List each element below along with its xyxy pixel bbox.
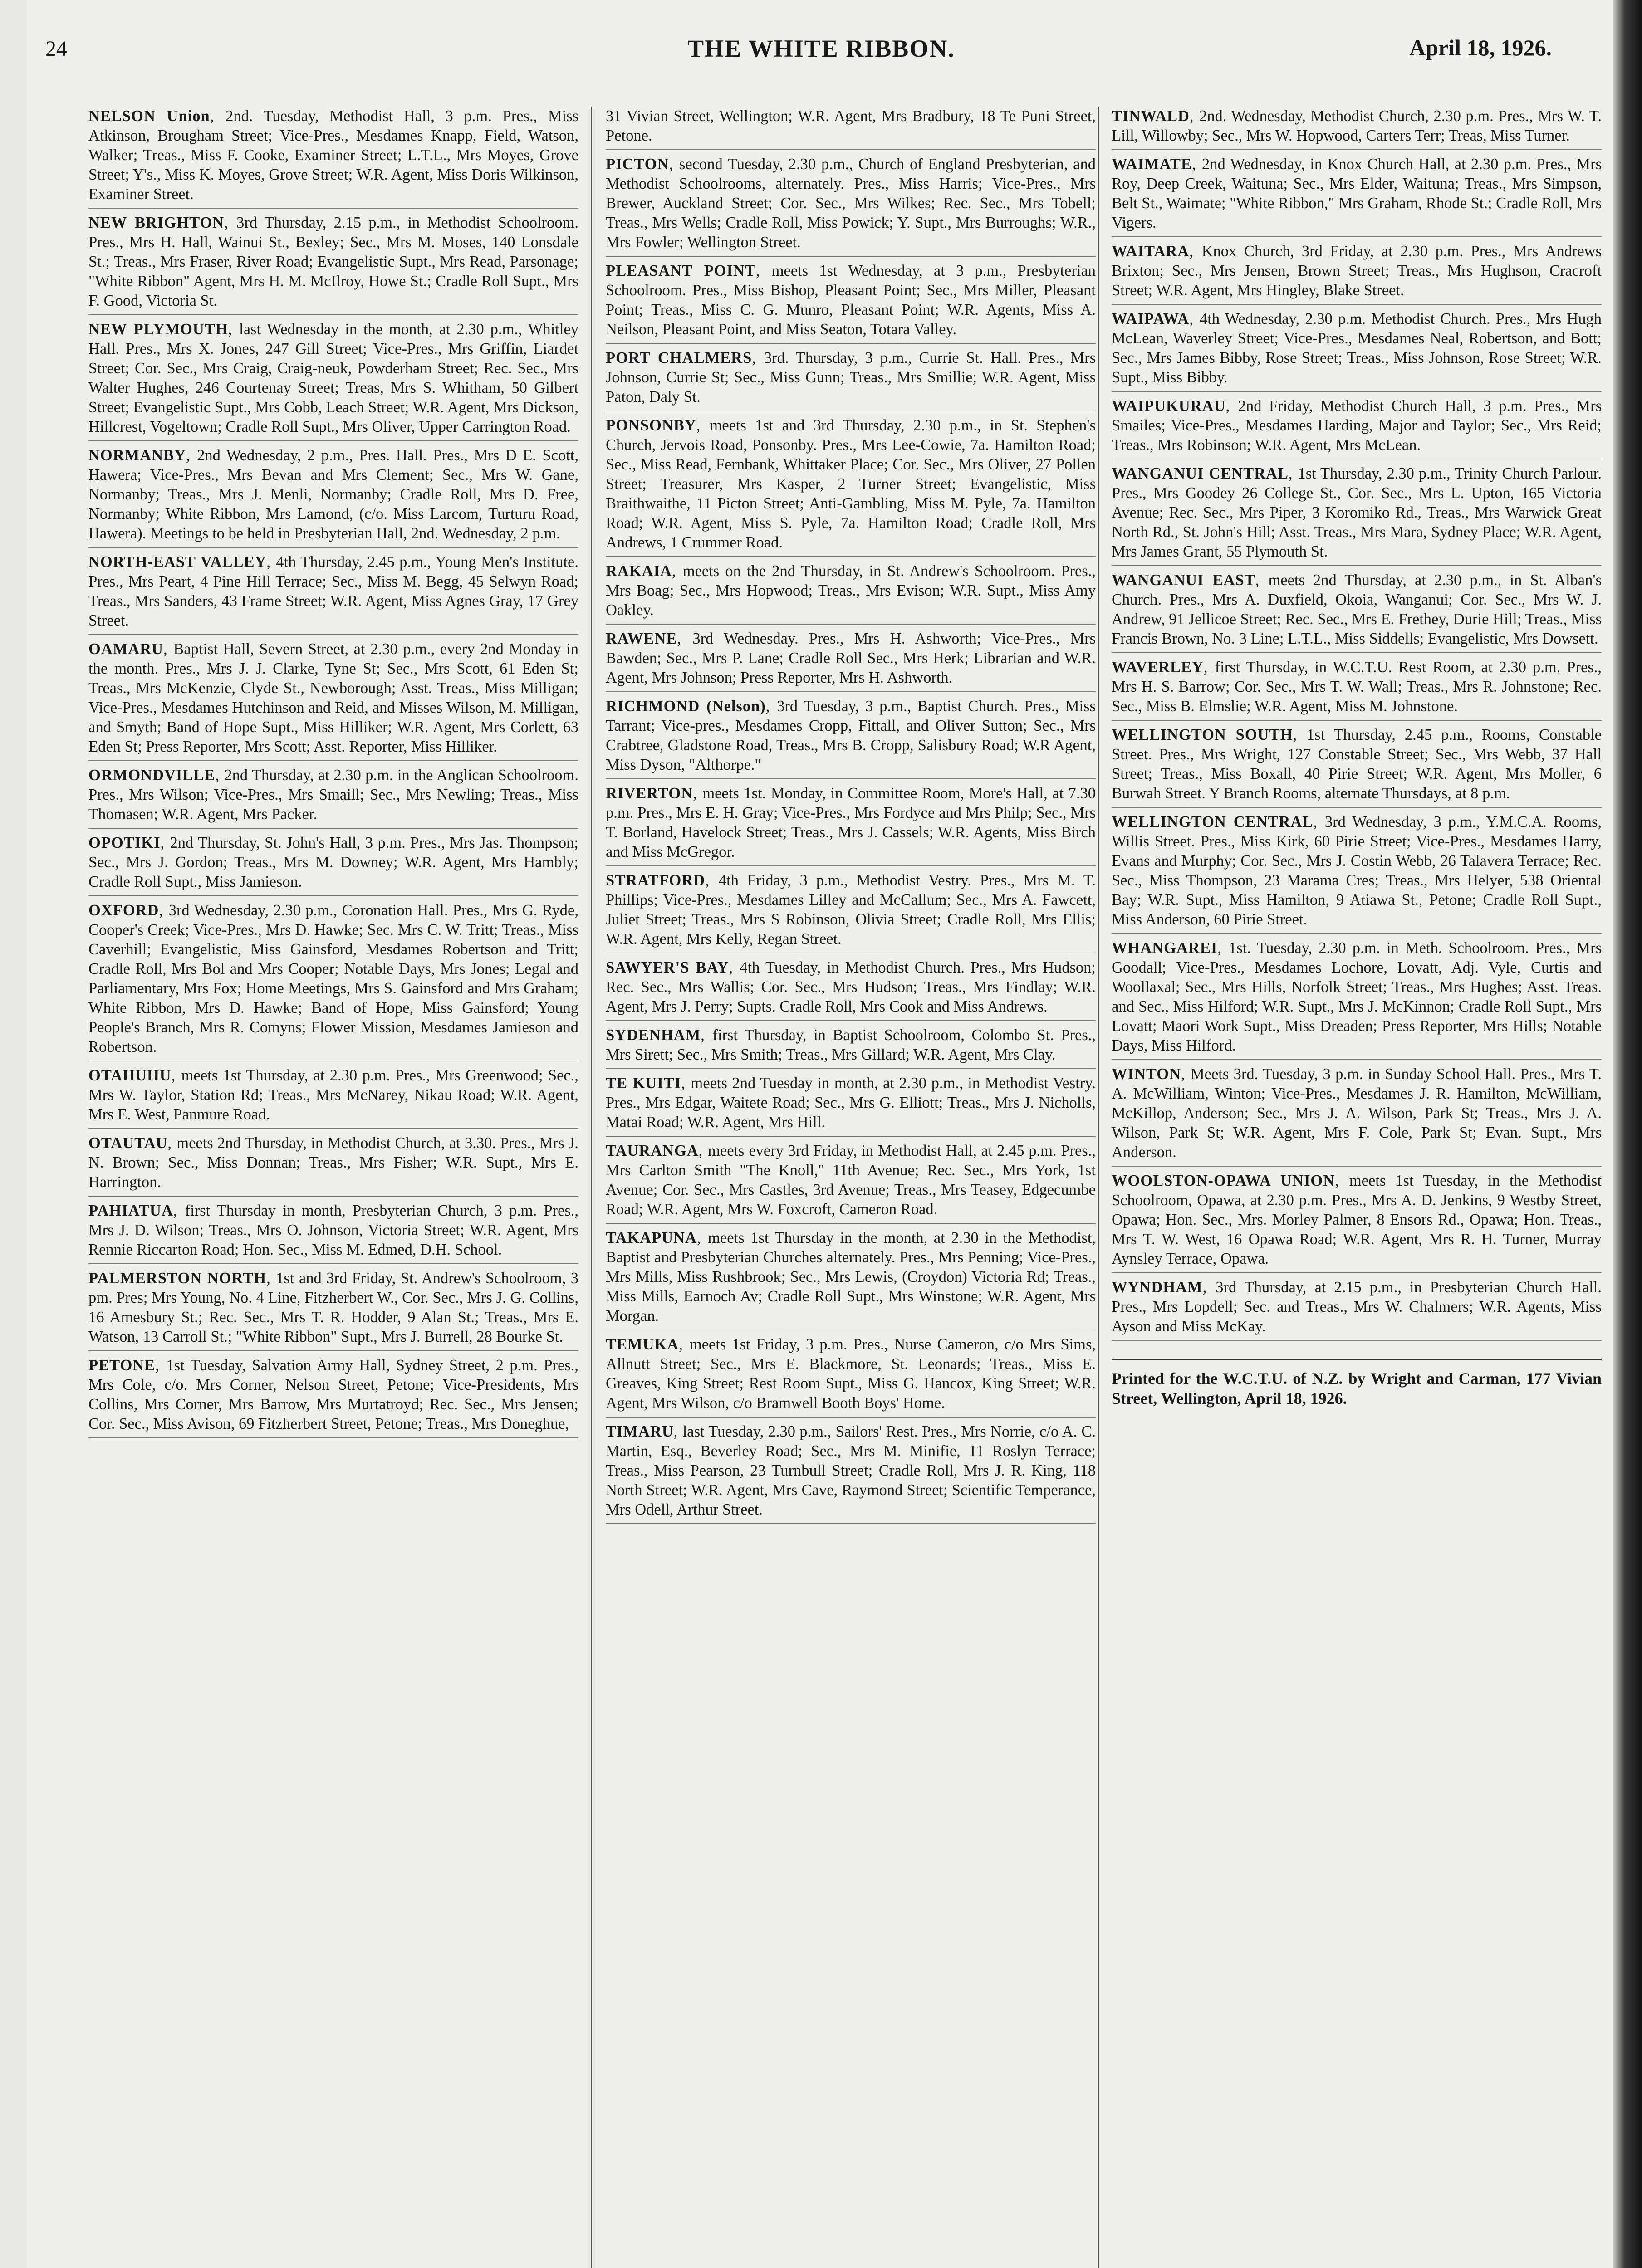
union-name: WAVERLEY , xyxy=(1112,659,1215,676)
union-entry xyxy=(606,1141,1096,1224)
union-name: PALMERSTON NORTH , xyxy=(88,1270,276,1287)
union-details: meets on the 2nd Thursday, in St. Andrew's Schoolroom. Pres., Mrs Boag; Sec., Mrs Hopwood; Treas., Mrs Evison; W.R. Supt., Miss Amy Oakley. xyxy=(606,562,1096,619)
union-details: meets 1st Wednesday, at 3 p.m., Presbyterian Schoolroom. Pres., Miss Bishop, Pleasant Point; Sec., Mrs Miller, Pleasant Point; Treas., Miss C. G. Munro, Pleasant Point; W.R. Agents, Miss A. Neilson, Pleasant Point, and Miss Seaton, Totara Valley. xyxy=(606,262,1096,338)
union-name: OTAHUHU , xyxy=(88,1067,181,1084)
union-name: TIMARU , xyxy=(606,1423,683,1440)
union-entry xyxy=(88,1356,578,1438)
union-details: meets 2nd Thursday, at 2.30 p.m., in St. Alban's Church. Pres., Mrs A. Duxfield, Okoia, Wanganui; Cor. Sec., Mrs W. J. Andrew, 91 Jellicoe Street; Rec. Sec., Mrs E. Frethey, Durie Hill; Treas., Miss Francis Brown, No. 3 Line; L.T.L., Miss Siddells; Evangelistic, Mrs Dowsett. xyxy=(1112,572,1602,647)
union-entry xyxy=(88,552,578,635)
union-entry xyxy=(1112,396,1602,459)
union-entry xyxy=(606,562,1096,625)
page-edge-shadow xyxy=(1613,0,1642,2268)
union-name: WAITARA , xyxy=(1112,243,1202,260)
union-name: STRATFORD , xyxy=(606,872,719,889)
union-entry xyxy=(88,320,578,441)
column-3 xyxy=(1112,107,1602,2268)
union-name: PORT CHALMERS , xyxy=(606,349,764,367)
union-entry xyxy=(88,446,578,548)
union-details: 3rd Wednesday. Pres., Mrs H. Ashworth; Vice-Pres., Mrs Bawden; Sec., Mrs P. Lane; Cradle Roll Sec., Mrs Herk; Librarian and W.R. Agent, Mrs Johnson; Press Reporter, Mrs H. Ashworth. xyxy=(606,630,1096,686)
union-name: WOOLSTON-OPAWA UNION , xyxy=(1112,1172,1349,1189)
union-details: meets 1st Thursday, at 2.30 p.m. Pres., Mrs Greenwood; Sec., Mrs W. Taylor, Station Rd; Treas., Mrs McNarey, Nikau Road; W.R. Agent, Mrs E. West, Panmure Road. xyxy=(88,1067,578,1123)
union-name: WHANGAREI , xyxy=(1112,939,1229,957)
union-entry xyxy=(606,348,1096,411)
column-rule xyxy=(1098,107,1099,2268)
union-details: last Tuesday, 2.30 p.m., Sailors' Rest. Pres., Mrs Norrie, c/o A. C. Martin, Esq., Beverley Road; Sec., Mrs M. Minifie, 11 Roslyn Terrace; Treas., Miss Pearson, 23 Turnbull Street; Cradle Roll, Mrs J. R. King, 118 North Street; W.R. Agent, Mrs Cave, Raymond Street; Scientific Temperance, Mrs Odell, Arthur Street. xyxy=(606,1423,1096,1518)
union-entry xyxy=(1112,464,1602,566)
union-details: first Thursday, in Baptist Schoolroom, Colombo St. Pres., Mrs Sirett; Sec., Mrs Smith; Treas., Mrs Gillard; W.R. Agent, Mrs Clay. xyxy=(606,1026,1096,1063)
union-name: TINWALD , xyxy=(1112,108,1199,125)
union-details: meets 1st and 3rd Thursday, 2.30 p.m., in St. Stephen's Church, Jervois Road, Ponsonby. Pres., Mrs Lee-Cowie, 7a. Hamilton Road; Sec., Miss Read, Fernbank, Whittaker Place; Cor. Sec., Mrs Oliver, 27 Pollen Street; Treasurer, Mrs Kasper, 2 Turner Street; Evangelistic, Miss Braithwaithe, 11 Picton Street; Anti-Gambling, Miss M. Pyle, 7a. Hamilton Road; W.R. Agent, Miss S. Pyle, 7a. Hamilton Road; Cradle Roll, Mrs Andrews, 1 Crummer Road. xyxy=(606,417,1096,551)
union-entry xyxy=(1112,658,1602,721)
union-details: meets 1st Tuesday, in the Methodist Schoolroom, Opawa, at 2.30 p.m. Pres., Mrs A. D. Jenkins, 9 Westby Street, Opawa; Hon. Sec., Mrs. Morley Palmer, 8 Ensors Rd., Opawa; Hon. Treas., Mrs T. W. West, 16 Opawa Road; W.R. Agent, Mrs R. H. Turner, Murray Aynsley Terrace, Opawa. xyxy=(1112,1172,1602,1267)
union-details: 4th Friday, 3 p.m., Methodist Vestry. Pres., Mrs M. T. Phillips; Vice-Pres., Mesdames Lilley and McCallum; Sec., Mrs A. Fawcett, Juliet Street; Treas., Mrs S Robinson, Olivia Street; Cradle Roll, Mrs Ellis; W.R. Agent, Mrs Kelly, Regan Street. xyxy=(606,872,1096,948)
union-details: 2nd Thursday, St. John's Hall, 3 p.m. Pres., Mrs Jas. Thompson; Sec., Mrs J. Gordon; Treas., Mrs M. Downey; W.R. Agent, Mrs Hambly; Cradle Roll Supt., Miss Jamieson. xyxy=(88,834,578,890)
union-entry xyxy=(1112,309,1602,392)
union-details: 1st Tuesday, Salvation Army Hall, Sydney Street, 2 p.m. Pres., Mrs Cole, c/o. Mrs Corner, Nelson Street, Petone; Vice-Presidents, Mrs Collins, Mrs Corner, Mrs Barrow, Mrs Murtatroyd; Rec. Sec., Mrs Jensen; Cor. Sec., Miss Avison, 69 Fitzherbert Street, Petone; Treas., Mrs Doneghue, xyxy=(88,1357,578,1432)
union-name: WELLINGTON SOUTH , xyxy=(1112,726,1307,743)
union-entry xyxy=(1112,155,1602,237)
column-1 xyxy=(88,107,578,2268)
union-entry xyxy=(606,697,1096,779)
union-name: NORMANBY , xyxy=(88,447,197,464)
page-header xyxy=(27,32,1615,77)
union-entry xyxy=(88,1134,578,1197)
union-details: 3rd Wednesday, 3 p.m., Y.M.C.A. Rooms, Willis Street. Pres., Miss Kirk, 60 Pirie Street; Vice-Pres., Mesdames Harry, Evans and Murphy; Cor. Sec., Mrs J. Costin Webb, 26 Talavera Terrace; Rec. Sec., Miss Thompson, 23 Marama Cres; Treas., Mrs Helyer, 538 Oriental Bay; W.R. Supt., Miss Hamilton, 9 Atiawa St., Petone; Cradle Roll Supt., Miss Anderson, 60 Pirie Street. xyxy=(1112,813,1602,928)
union-details: 2nd Friday, Methodist Church Hall, 3 p.m. Pres., Mrs Smailes; Vice-Pres., Mesdames Harding, Major and Taylor; Sec., Mrs Reid; Treas., Mrs Robinson; W.R. Agent, Mrs McLean. xyxy=(1112,397,1602,454)
union-details: 1st. Tuesday, 2.30 p.m. in Meth. Schoolroom. Pres., Mrs Goodall; Vice-Pres., Mesdames Lochore, Lovatt, Adj. Vyle, Curtis and Woollaxal; Sec., Mrs Hills, Norfolk Street; Treas., Mrs Hughes; Asst. Treas. and Sec., Miss Hilford; W.R. Supt., Mrs J. McKinnon; Cradle Roll Supt., Mrs Lovatt; Maori Work Supt., Miss Dreaden; Press Reporter, Mrs Hills; Notable Days, Miss Hilford. xyxy=(1112,939,1602,1054)
union-details: 3rd Thursday, at 2.15 p.m., in Presbyterian Church Hall. Pres., Mrs Lopdell; Sec. and Treas., Mrs W. Chalmers; W.R. Agents, Miss Ayson and Miss McKay. xyxy=(1112,1279,1602,1335)
union-entry xyxy=(606,629,1096,692)
union-details: 3rd Tuesday, 3 p.m., Baptist Church. Pres., Miss Tarrant; Vice-pres., Mesdames Cropp, Fittall, and Oliver Sutton; Sec., Mrs Crabtree, Gladstone Road, Treas., Mrs B. Cropp, Salisbury Road; W.R Agent, Miss Dyson, "Althorpe." xyxy=(606,698,1096,773)
union-name: PAHIATUA , xyxy=(88,1202,185,1219)
union-name: PLEASANT POINT , xyxy=(606,262,772,279)
union-entry xyxy=(606,261,1096,344)
union-name: PETONE , xyxy=(88,1357,166,1374)
union-name: TAKAPUNA , xyxy=(606,1229,708,1246)
union-entry xyxy=(1112,571,1602,653)
union-entry xyxy=(1112,812,1602,934)
union-name: RAKAIA , xyxy=(606,562,683,580)
union-details: 3rd Thursday, 2.15 p.m., in Methodist Schoolroom. Pres., Mrs H. Hall, Wainui St., Bexley; Sec., Mrs M. Moses, 140 Lonsdale St.; Treas., Mrs Fraser, River Road; Evangelistic Supt., Mrs Read, Parsonage; "White Ribbon" Agent, Mrs H. M. McIlroy, Howe St.; Cradle Roll Supt., Mrs F. Good, Victoria St. xyxy=(88,214,578,309)
union-details: 1st and 3rd Friday, St. Andrew's Schoolroom, 3 pm. Pres; Mrs Young, No. 4 Line, Fitzherbert W., Cor. Sec., Mrs J. G. Collins, 16 Amesbury St.; Rec. Sec., Mrs T. R. Hodder, 9 Alan St.; Treas., Mrs E. Watson, 13 Carroll St.; "White Ribbon" Supt., Mrs J. Burrell, 28 Bourke St. xyxy=(88,1270,578,1345)
union-entry xyxy=(606,958,1096,1021)
union-details: 2nd Thursday, at 2.30 p.m. in the Anglican Schoolroom. Pres., Mrs Wilson; Vice-Pres., Mrs Smaill; Sec., Mrs Newling; Treas., Miss Thomasen; W.R. Agent, Mrs Packer. xyxy=(88,767,578,823)
page-number: 24 xyxy=(45,37,67,61)
publication-title: THE WHITE RIBBON. xyxy=(687,35,955,62)
union-entry xyxy=(1112,1065,1602,1167)
union-details: Meets 3rd. Tuesday, 3 p.m. in Sunday School Hall. Pres., Mrs T. A. McWilliam, Winton; Vice-Pres., Mesdames J. R. Hamilton, McWilliam, McKillop, Anderson; Sec., Mrs J. A. Wilson, Park St; Treas., Mrs J. A. Wilson, Park St; W.R. Agent, Mrs F. Cole, Park St; Evan. Supt., Mrs Anderson. xyxy=(1112,1066,1602,1161)
union-name: NORTH-EAST VALLEY , xyxy=(88,553,276,571)
issue-date: April 18, 1926. xyxy=(1409,35,1552,60)
union-details: second Tuesday, 2.30 p.m., Church of England Presbyterian, and Methodist Schoolrooms, alternately. Pres., Miss Harris; Vice-Pres., Mrs Brewer, Auckland Street; Cor. Sec., Mrs Wilkes; Rec. Sec., Mrs Tobell; Treas., Mrs Wells; Cradle Roll, Miss Powick; Y. Supt., Mrs Burroughs; W.R., Mrs Fowler; Wellington Street. xyxy=(606,156,1096,251)
union-name: RIVERTON , xyxy=(606,785,702,802)
union-name: NEW BRIGHTON , xyxy=(88,214,236,231)
union-name: OTAUTAU , xyxy=(88,1134,176,1152)
union-name: RICHMOND (Nelson) , xyxy=(606,698,777,715)
union-entry xyxy=(606,1335,1096,1418)
union-details: 2nd. Wednesday, Methodist Church, 2.30 p.m. Pres., Mrs W. T. Lill, Willowby; Sec., Mrs W. Hopwood, Carters Terr; Treas, Miss Turner. xyxy=(1112,108,1602,144)
union-entry xyxy=(606,416,1096,557)
union-entry xyxy=(606,1074,1096,1137)
union-entry xyxy=(1112,1171,1602,1273)
union-details: Knox Church, 3rd Friday, at 2.30 p.m. Pres., Mrs Andrews Brixton; Sec., Mrs Jensen, Brown Street; Treas., Mrs Hughson, Cracroft Street; W.R. Agent, Mrs Hingley, Blake Street. xyxy=(1112,243,1602,299)
union-name: WANGANUI EAST , xyxy=(1112,572,1268,589)
union-details: 1st Thursday, 2.45 p.m., Rooms, Constable Street. Pres., Mrs Wright, 127 Constable Street; Sec., Mrs Webb, 37 Hall Street; Treas., Miss Boxall, 40 Pirie Street; W.R. Agent, Mrs Moller, 6 Burwah Street. Y Branch Rooms, alternate Thursdays, at 8 p.m. xyxy=(1112,726,1602,802)
union-name: WAIPUKURAU , xyxy=(1112,397,1238,415)
union-name: TE KUITI , xyxy=(606,1075,691,1092)
union-details: 2nd Wednesday, in Knox Church Hall, at 2.30 p.m. Pres., Mrs Roy, Deep Creek, Waituna; Sec., Mrs Elder, Waituna; Treas., Mrs Simpson, Belt St., Waimate; "White Ribbon," Mrs Graham, Rhode St.; Cradle Roll, Mrs Vigers. xyxy=(1112,156,1602,231)
union-details: meets 2nd Tuesday in month, at 2.30 p.m., in Methodist Vestry. Pres., Mrs Edgar, Waitete Road; Sec., Mrs G. Elliott; Treas., Mrs J. Nicholls, Matai Road; W.R. Agent, Mrs Hill. xyxy=(606,1075,1096,1131)
newspaper-page xyxy=(27,0,1615,2268)
union-entry xyxy=(88,901,578,1061)
union-details: meets 1st. Monday, in Committee Room, More's Hall, at 7.30 p.m. Pres., Mrs E. H. Gray; Vice-Pres., Mrs Fordyce and Mrs Philp; Sec., Mrs T. Borland, Havelock Street; Treas., Mrs J. Cassels; W.R. Agents, Miss Birch and Miss McGregor. xyxy=(606,785,1096,860)
union-entry xyxy=(606,107,1096,150)
union-entry xyxy=(606,871,1096,953)
union-entry xyxy=(88,1201,578,1264)
union-entry xyxy=(606,1228,1096,1330)
union-name: OPOTIKI , xyxy=(88,834,170,851)
union-name: RAWENE , xyxy=(606,630,692,647)
union-details: first Thursday, in W.C.T.U. Rest Room, at 2.30 p.m. Pres., Mrs H. S. Barrow; Cor. Sec., Mrs T. W. Wall; Treas., Mrs R. Johnstone; Rec. Sec., Miss B. Elmslie; W.R. Agent, Miss M. Johnstone. xyxy=(1112,659,1602,715)
union-details: 31 Vivian Street, Wellington; W.R. Agent, Mrs Bradbury, 18 Te Puni Street, Petone. xyxy=(606,108,1096,144)
union-name: TAURANGA , xyxy=(606,1142,708,1159)
union-name: PICTON , xyxy=(606,156,679,173)
union-details: 4th Thursday, 2.45 p.m., Young Men's Institute. Pres., Mrs Peart, 4 Pine Hill Terrace; Sec., Miss M. Begg, 45 Selwyn Road; Treas., Mrs Sanders, 43 Frame Street; W.R. Agent, Miss Agnes Gray, 17 Grey Street. xyxy=(88,553,578,629)
union-entry xyxy=(88,1066,578,1129)
union-name: WANGANUI CENTRAL , xyxy=(1112,465,1298,482)
union-name: PONSONBY , xyxy=(606,417,710,434)
union-entry xyxy=(88,833,578,896)
union-details: meets 2nd Thursday, in Methodist Church, at 3.30. Pres., Mrs J. N. Brown; Sec., Miss Donnan; Treas., Mrs Fisher; W.R. Supt., Mrs E. Harrington. xyxy=(88,1134,578,1191)
union-details: 4th Wednesday, 2.30 p.m. Methodist Church. Pres., Mrs Hugh McLean, Waverley Street; Vice-Pres., Mesdames Neal, Robertson, and Bott; Sec., Mrs James Bibby, Rose Street; Treas., Miss Johnson, Rose Street; W.R. Supt., Miss Bibby. xyxy=(1112,310,1602,386)
union-entry xyxy=(88,107,578,209)
union-details: last Wednesday in the month, at 2.30 p.m., Whitley Hall. Pres., Mrs X. Jones, 247 Gill Street; Vice-Pres., Mrs Griffin, Liardet Street; Cor. Sec., Mrs Craig, Craig-neuk, Powderham Street; Rec. Sec., Mrs Walter Hughes, 246 Courtenay Street; Treas, Mrs S. Whitham, 50 Gilbert Street; Evangelistic Supt., Mrs Cobb, Leach Street; W.R. Agent, Mrs Dickson, Hillcrest, Vogeltown; Cradle Roll Supt., Mrs Oliver, Upper Carrington Road. xyxy=(88,321,578,435)
union-entry xyxy=(1112,1278,1602,1341)
union-name: WAIMATE , xyxy=(1112,156,1202,173)
union-entry xyxy=(88,1269,578,1351)
union-entry xyxy=(1112,938,1602,1060)
column-2 xyxy=(606,107,1096,2268)
union-details: 1st Thursday, 2.30 p.m., Trinity Church Parlour. Pres., Mrs Goodey 26 College St., Cor. Sec., Mrs L. Upton, 165 Victoria Avenue; Rec. Sec., Mrs Piper, 3 Koromiko Rd., Treas., Mrs Warwick Great North Rd., St. John's Hill; Asst. Treas., Mrs Mara, Sydney Place; W.R. Agent, Mrs James Grant, 55 Plymouth St. xyxy=(1112,465,1602,560)
union-details: meets 1st Thursday in the month, at 2.30 in the Methodist, Baptist and Presbyterian Churches alternately. Pres., Mrs Penning; Vice-Pres., Mrs Mills, Miss Rushbrook; Sec., Mrs Lewis, (Croydon) Victoria Rd; Treas., Miss Mills, Earnoch Av; Cradle Roll Supt., Mrs Winstone; W.R. Agent, Mrs Morgan. xyxy=(606,1229,1096,1325)
union-entry xyxy=(88,766,578,829)
union-entry xyxy=(1112,242,1602,305)
union-details: Baptist Hall, Severn Street, at 2.30 p.m., every 2nd Monday in the month. Pres., Mrs J. J. Clarke, Tyne St; Sec., Mrs Scott, 61 Eden St; Treas., Mrs McKenzie, Clyde St., Newborough; Asst. Treas., Miss Milligan; Vice-Pres., Mesdames Hutchinson and Reid, and Misses Wilson, M. Milligan, and Smyth; Band of Hope Supt., Miss Hilliker; W.R. Agent, Mrs Corlett, 63 Eden St; Press Reporter, Mrs Scott; Asst. Reporter, Miss Hilliker. xyxy=(88,640,578,755)
union-name: WINTON , xyxy=(1112,1066,1191,1083)
union-details: 4th Tuesday, in Methodist Church. Pres., Mrs Hudson; Rec. Sec., Mrs Wallis; Cor. Sec., Mrs Hudson; Treas., Mrs Findlay; W.R. Agent, Mrs J. Perry; Supts. Cradle Roll, Mrs Cook and Miss Andrews. xyxy=(606,959,1096,1015)
union-entry xyxy=(606,155,1096,257)
union-details: meets 1st Friday, 3 p.m. Pres., Nurse Cameron, c/o Mrs Sims, Allnutt Street; Sec., Mrs E. Blackmore, St. Leonards; Treas., Miss E. Greaves, King Street; Rest Room Supt., Miss G. Hancox, King Street; W.R. Agent, Mrs Wilson, c/o Bramwell Booth Boys' Home. xyxy=(606,1336,1096,1412)
union-name: NEW PLYMOUTH , xyxy=(88,321,239,338)
union-entry xyxy=(1112,107,1602,150)
union-name: OAMARU , xyxy=(88,640,173,658)
union-name: OXFORD , xyxy=(88,902,169,919)
union-entry xyxy=(606,784,1096,866)
union-name: ORMONDVILLE , xyxy=(88,767,224,784)
union-name: SYDENHAM , xyxy=(606,1026,712,1044)
union-name: SAWYER'S BAY , xyxy=(606,959,740,976)
union-entry xyxy=(88,640,578,761)
union-details: 3rd. Thursday, 3 p.m., Currie St. Hall. Pres., Mrs Johnson, Currie St; Sec., Miss Gunn; Treas., Mrs Smillie; W.R. Agent, Miss Paton, Daly St. xyxy=(606,349,1096,406)
union-name: TEMUKA , xyxy=(606,1336,690,1353)
printer-imprint: Printed for the W.C.T.U. of N.Z. by Wright and Carman, 177 Vivian Street, Wellington, April 18, 1926. xyxy=(1112,1359,1602,1408)
union-details: first Thursday in month, Presbyterian Church, 3 p.m. Pres., Mrs J. D. Wilson; Treas., Mrs O. Johnson, Victoria Street; W.R. Agent, Mrs Rennie Riccarton Road; Hon. Sec., Miss M. Edmed, D.H. School. xyxy=(88,1202,578,1258)
column-rule xyxy=(591,107,592,2268)
union-name: WYNDHAM , xyxy=(1112,1279,1216,1296)
union-entry xyxy=(1112,725,1602,808)
union-name: WAIPAWA , xyxy=(1112,310,1200,327)
union-details: 2nd. Tuesday, Methodist Hall, 3 p.m. Pres., Miss Atkinson, Brougham Street; Vice-Pres., Mesdames Knapp, Field, Watson, Walker; Treas., Miss F. Cooke, Examiner Street; L.T.L., Mrs Moyes, Grove Street; Y's., Miss K. Moyes, Grove Street; W.R. Agent, Miss Doris Wilkinson, Examiner Street. xyxy=(88,108,578,203)
union-details: 2nd Wednesday, 2 p.m., Pres. Hall. Pres., Mrs D E. Scott, Hawera; Vice-Pres., Mrs Bevan and Mrs Clement; Sec., Mrs W. Gane, Normanby; Treas., Mrs J. Menli, Normanby; Cradle Roll, Mrs D. Free, Normanby; White Ribbon, Mrs Lamond, (c/o. Miss Larcom, Turturu Road, Hawera). Meetings to be held in Presbyterian Hall, 2nd. Wednesday, 2 p.m. xyxy=(88,447,578,542)
union-details: 3rd Wednesday, 2.30 p.m., Coronation Hall. Pres., Mrs G. Ryde, Cooper's Creek; Vice-Pres., Mrs D. Hawke; Sec. Mrs C. W. Tritt; Treas., Miss Caverhill; Evangelistic, Miss Gainsford, Mesdames Robertson and Tritt; Cradle Roll, Mrs Bol and Mrs Cooper; Notable Days, Mrs Jones; Legal and Parliamentary, Mrs Fox; Home Meetings, Mrs S. Gainsford and Mrs Graham; White Ribbon, Mrs D. Hawke; Band of Hope, Miss Gainsford; Young People's Branch, Mrs R. Comyns; Flower Mission, Mesdames Jamieson and Robertson. xyxy=(88,902,578,1056)
union-entry xyxy=(606,1422,1096,1524)
union-name: WELLINGTON CENTRAL , xyxy=(1112,813,1325,831)
union-entry xyxy=(88,213,578,315)
union-entry xyxy=(606,1026,1096,1069)
union-name: NELSON Union , xyxy=(88,108,225,125)
union-details: meets every 3rd Friday, in Methodist Hall, at 2.45 p.m. Pres., Mrs Carlton Smith "The Knoll," 11th Avenue; Rec. Sec., Mrs York, 1st Avenue; Cor. Sec., Mrs Castles, 3rd Avenue; Treas., Mrs Teasey, Edgecumbe Road; W.R. Agent, Mrs W. Foxcroft, Cameron Road. xyxy=(606,1142,1096,1218)
